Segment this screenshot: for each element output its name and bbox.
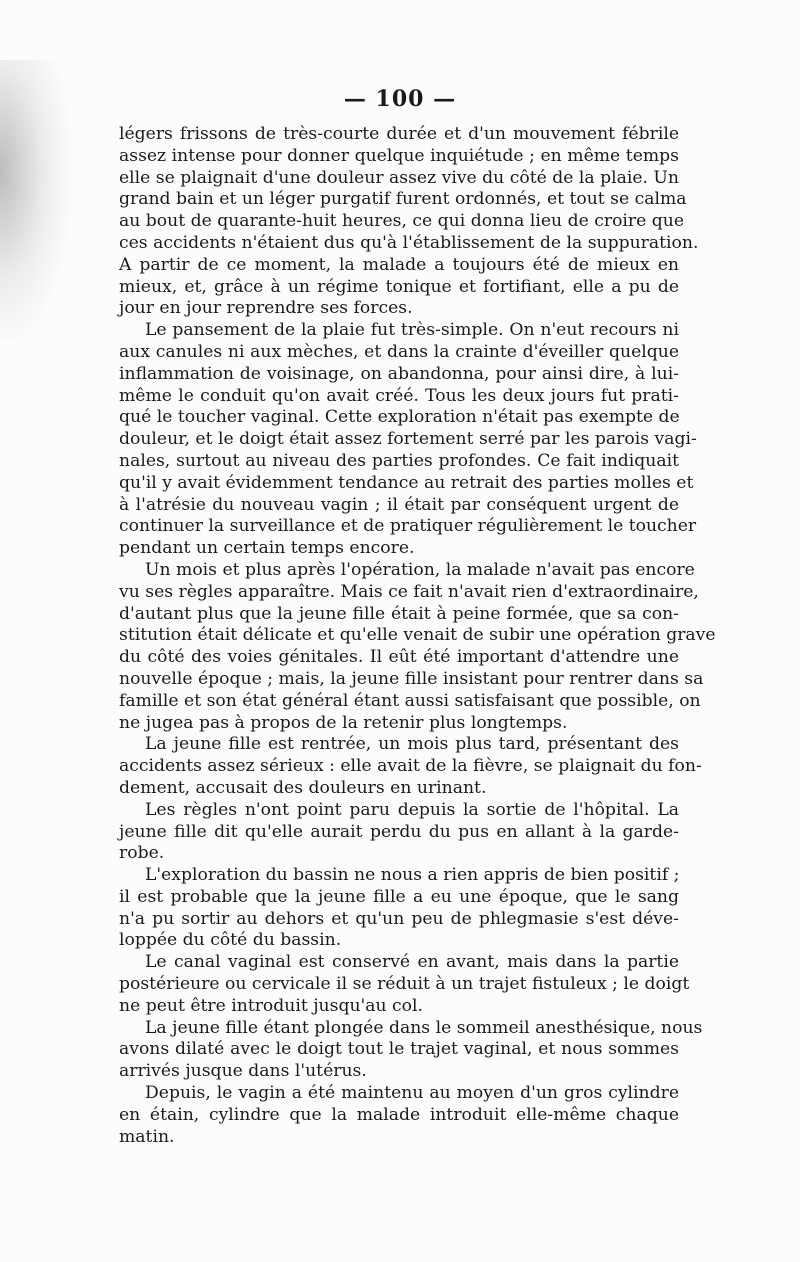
- text-line: inflammation de voisinage, on abandonna, pour ainsi dire, à lui-: [119, 363, 679, 384]
- paragraph: [119, 1083, 679, 1148]
- text-line: dement, accusait des douleurs en urinant.: [119, 777, 487, 798]
- text-line: ces accidents n'étaient dus qu'à l'établissement de la suppuration.: [119, 232, 699, 253]
- text-line: A partir de ce moment, la malade a toujours été de mieux en: [119, 254, 679, 275]
- text-line: robe.: [119, 843, 165, 864]
- text-line: au bout de quarante-huit heures, ce qui donna lieu de croire que: [119, 211, 685, 232]
- text-line: douleur, et le doigt était assez fortement serré par les parois vagi-: [119, 429, 697, 450]
- text-line: ne jugea pas à propos de la retenir plus longtemps.: [119, 712, 568, 733]
- text-line: d'autant plus que la jeune fille était à peine formée, que sa con-: [119, 603, 679, 624]
- paragraph: [119, 952, 690, 1017]
- text-line: stitution était délicate et qu'elle venait de subir une opération grave: [119, 625, 716, 646]
- text-line: accidents assez sérieux : elle avait de la fièvre, se plaignait du fon-: [119, 756, 702, 777]
- text-line: légers frissons de très-courte durée et d'un mouvement fébrile: [119, 124, 679, 144]
- text-line: Les règles n'ont point paru depuis la sortie de l'hôpital. La: [145, 799, 679, 820]
- paragraph: [119, 559, 716, 734]
- text-line: ne peut être introduit jusqu'au col.: [119, 995, 423, 1016]
- text-line: assez intense pour donner quelque inquiétude ; en même temps: [119, 145, 679, 166]
- text-line: qué le toucher vaginal. Cette exploration n'était pas exempte de: [119, 407, 680, 428]
- paragraph: [119, 124, 699, 320]
- text-line: qu'il y avait évidemment tendance au retrait des parties molles et: [119, 472, 694, 493]
- text-line: mieux, et, grâce à un régime tonique et fortifiant, elle a pu de: [119, 276, 679, 297]
- text-line: même le conduit qu'on avait créé. Tous les deux jours fut prati-: [119, 385, 679, 406]
- paragraph: [119, 734, 702, 799]
- text-line: L'exploration du bassin ne nous a rien appris de bien positif ;: [145, 865, 680, 886]
- text-line: nouvelle époque ; mais, la jeune fille insistant pour rentrer dans sa: [119, 668, 704, 689]
- text-line: famille et son état général étant aussi satisfaisant que possible, on: [119, 690, 701, 711]
- paragraph: [119, 865, 679, 952]
- text-line: Un mois et plus après l'opération, la malade n'avait pas encore: [145, 559, 695, 580]
- text-line: pendant un certain temps encore.: [119, 538, 415, 559]
- paragraph: [119, 1017, 703, 1083]
- text-line: La jeune fille étant plongée dans le sommeil anesthésique, nous: [145, 1017, 703, 1038]
- text-line: Le pansement de la plaie fut très-simple. On n'eut recours ni: [145, 320, 679, 341]
- text-line: n'a pu sortir au dehors et qu'un peu de phlegmasie s'est déve-: [119, 908, 679, 929]
- text-line: en étain, cylindre que la malade introduit elle-même chaque: [119, 1104, 679, 1125]
- paragraph: [119, 320, 697, 560]
- text-line: aux canules ni aux mèches, et dans la crainte d'éveiller quelque: [119, 341, 679, 362]
- text-line: postérieure ou cervicale il se réduit à un trajet fistuleux ; le doigt: [119, 974, 690, 995]
- body-text: [119, 124, 716, 1148]
- text-line: Depuis, le vagin a été maintenu au moyen d'un gros cylindre: [145, 1083, 679, 1104]
- text-line: arrivés jusque dans l'utérus.: [119, 1061, 367, 1082]
- text-line: matin.: [119, 1126, 175, 1147]
- text-line: vu ses règles apparaître. Mais ce fait n'avait rien d'extraordinaire,: [119, 581, 699, 602]
- page-number: — 100 —: [343, 86, 457, 112]
- text-line: à l'atrésie du nouveau vagin ; il était par conséquent urgent de: [119, 494, 679, 515]
- text-line: il est probable que la jeune fille a eu une époque, que le sang: [119, 886, 679, 907]
- text-line: jeune fille dit qu'elle aurait perdu du pus en allant à la garde-: [119, 821, 679, 842]
- text-line: elle se plaignait d'une douleur assez vive du côté de la plaie. Un: [119, 167, 679, 188]
- text-line: jour en jour reprendre ses forces.: [119, 298, 413, 319]
- text-line: avons dilaté avec le doigt tout le trajet vaginal, et nous sommes: [119, 1039, 679, 1060]
- text-line: continuer la surveillance et de pratiquer régulièrement le toucher: [119, 516, 697, 537]
- text-line: nales, surtout au niveau des parties profondes. Ce fait indiquait: [119, 450, 679, 471]
- text-line: grand bain et un léger purgatif furent ordonnés, et tout se calma: [119, 189, 687, 210]
- text-line: Le canal vaginal est conservé en avant, mais dans la partie: [145, 952, 679, 973]
- text-line: loppée du côté du bassin.: [119, 930, 342, 951]
- text-line: La jeune fille est rentrée, un mois plus tard, présentant des: [145, 734, 679, 755]
- paragraph: [119, 800, 679, 865]
- text-line: du côté des voies génitales. Il eût été important d'attendre une: [119, 647, 679, 668]
